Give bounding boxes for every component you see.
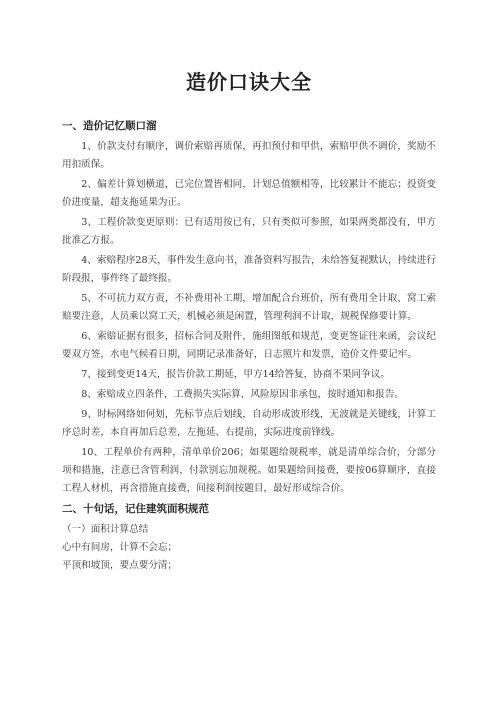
paragraph: 5、不可抗力双方责，不补费用补工期，增加配合台班价，所有费用全计取，窝工索赔要注意，人员乘以窝工天，机械必须是闲置，管理利润不计取，规税保修要计算。: [62, 293, 436, 322]
text-line: 心中有间房，计算不会忘；: [62, 542, 178, 553]
section-2: [62, 500, 436, 575]
paragraph: 3、工程价款变更原则：已有适用按已有，只有类似可参照，如果两类都没有，甲方批准乙方报。: [62, 217, 436, 246]
paragraph: 4、索赔程序28天，事件发生意向书，准备资料写报告，未给答复视默认，持续进行阶段报，事件终了最终报。: [62, 255, 436, 284]
paragraph: 2、偏差计算划横道，已完位置皆相同，计划总值额相等，比较累计不能忘；投资变价进度量，超支拖延果为正。: [62, 179, 436, 208]
section-heading: 一、造价记忆顺口溜: [62, 120, 157, 132]
paragraph: 9、时标网络如何划，先标节点后划线，自动形成波形线，无波就是关键线，计算工序总时差，本自再加后总差，左拖延、右提前，实际进度前锋线。: [62, 409, 436, 438]
section-1: [62, 117, 436, 498]
paragraph: 10、工程单价有两种，清单单价206；如果题给规税率，就是清单综合价，分部分项和措施，注意已含管利润，付款别忘加规税。如果题给间接费，要按06算顺序，直接工程人材机，再含措施直接费，间接利润按题目，最好形成综合价。: [62, 447, 436, 494]
text-line: 平顶和坡顶，要点要分清；: [62, 560, 178, 571]
document-title: 造价口诀大全: [186, 70, 312, 94]
paragraph: 6、索赔证据有很多，招标合同及附件，施组图纸和规范，变更签证往来函，会议纪要双方签，水电气候看日期，同期记录准备好，日志照片和发票，造价文件要记牢。: [62, 331, 436, 360]
sub-heading: （一）面积计算总结: [62, 524, 149, 535]
section-heading: 二、十句话，记住建筑面积规范: [62, 503, 209, 515]
paragraph: 8、索赔成立四条件，工费损失实际算，风险原因非承包，按时通知和报告。: [81, 389, 404, 400]
paragraph: 1、价款支付有顺序，调价索赔再质保，再扣预付和甲供，索赔甲供不调价，奖励不用扣质保。: [62, 141, 436, 170]
paragraph: 7、接到变更14天，报告价款工期延，甲方14给答复，协商不果同争议。: [81, 369, 390, 380]
